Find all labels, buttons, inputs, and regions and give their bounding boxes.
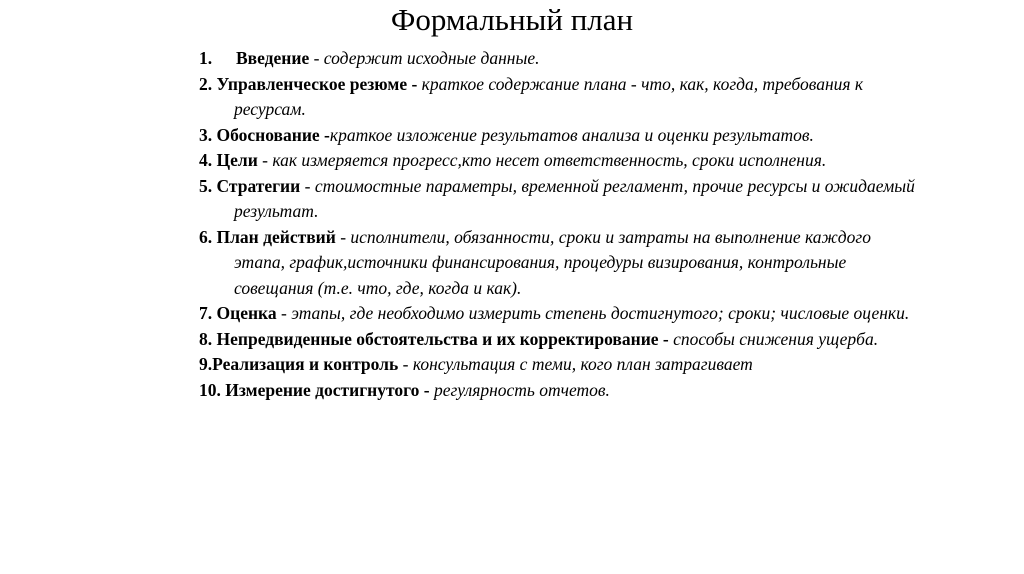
list-item (199, 72, 919, 123)
list-item (199, 301, 919, 327)
item-number: 7. (199, 303, 217, 323)
plan-list (199, 46, 919, 403)
item-description: стоимостные параметры, временной регламент, прочие ресурсы и ожидаемый результат. (234, 175, 915, 221)
item-number: 4. (199, 150, 217, 170)
item-number: 8. (199, 328, 217, 349)
item-number: 1. (199, 48, 213, 68)
item-term: Введение (236, 48, 310, 68)
item-separator: - (257, 150, 273, 170)
item-separator: - (309, 48, 324, 68)
item-term: Управленческое резюме - (216, 73, 418, 94)
item-term: Непредвиденные обстоятельства и их корректирование - (216, 328, 669, 349)
item-description: этапы, где необходимо измерить степень достигнутого; сроки; числовые оценки. (291, 303, 910, 323)
item-term: Реализация и контроль (212, 354, 399, 374)
list-item (199, 327, 919, 353)
item-separator: - (398, 354, 413, 374)
list-item (199, 378, 919, 404)
item-number: 9. (199, 354, 213, 374)
item-description: исполнители, обязанности, сроки и затраты на выполнение каждого этапа, график,источники финансирования, процедуры визирования, контрольные совещания (т.е. что, где, когда и как). (234, 226, 871, 298)
item-number: 6. (199, 226, 217, 247)
item-number: 5. (199, 175, 217, 196)
item-term: Обоснование - (216, 124, 330, 145)
item-term: Стратегии (216, 175, 301, 196)
item-description: регулярность отчетов. (433, 379, 610, 400)
list-item (199, 225, 919, 302)
item-term: Цели (216, 150, 258, 170)
item-term: План действий (216, 226, 336, 247)
item-term: Оценка (216, 303, 277, 323)
item-separator: - (276, 303, 292, 323)
item-description: как измеряется прогресс,кто несет ответственность, сроки исполнения. (272, 150, 827, 170)
item-description: краткое содержание плана - что, как, когда, требования к ресурсам. (234, 73, 864, 119)
item-separator: - (335, 226, 351, 247)
slide-title: Формальный план (390, 2, 634, 37)
item-term: Измерение достигнутого - (225, 379, 430, 400)
item-description: содержит исходные данные. (323, 48, 540, 68)
item-separator: - (300, 175, 315, 196)
item-number: 2. (199, 73, 217, 94)
list-item (199, 148, 919, 174)
item-description: краткое изложение результатов анализа и оценки результатов. (329, 124, 814, 145)
item-number: 10. (199, 379, 226, 400)
list-item (199, 46, 919, 72)
list-item (199, 174, 919, 225)
item-number: 3. (199, 124, 217, 145)
list-item (199, 352, 919, 378)
item-description: консультация с теми, кого план затрагивает (412, 354, 753, 374)
item-description: способы снижения ущерба. (673, 328, 879, 349)
list-item (199, 123, 919, 149)
